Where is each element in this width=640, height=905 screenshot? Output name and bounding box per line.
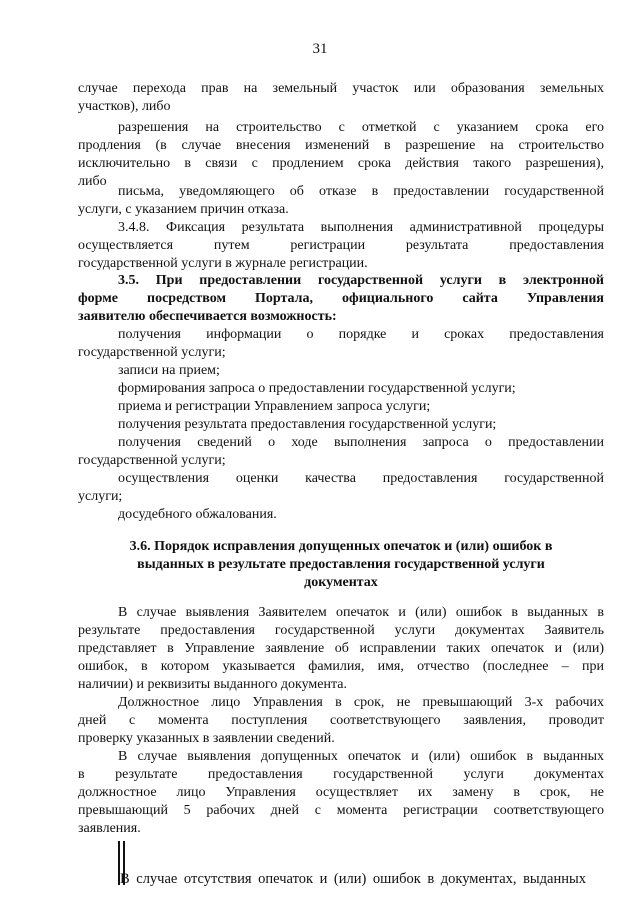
list-item: получения информации о порядке и сроках предоставления <box>118 327 604 342</box>
list-item: записи на прием; <box>118 363 220 378</box>
text-line: результате предоставления государственной услуги документах Заявитель <box>78 623 604 638</box>
subsection-heading-line: выданных в результате предоставления государственной услуги <box>137 557 545 572</box>
text-line: представляет в Управление заявление об исправлении таких опечаток и (или) <box>78 641 604 656</box>
section-heading-line: заявителю обеспечивается возможность: <box>78 309 337 324</box>
text-line: государственной услуги; <box>78 345 226 360</box>
text-line: В случае выявления Заявителем опечаток и (или) ошибок в выданных в <box>118 605 604 620</box>
text-line: ошибок, в котором указывается фамилия, имя, отчество (последнее – при <box>78 659 604 674</box>
text-line: продления (в случае внесения изменений в разрешение на строительство <box>78 138 604 153</box>
text-line: услуги; <box>78 489 123 504</box>
text-line: государственной услуги в журнале регистрации. <box>78 256 368 271</box>
text-line: проверку указанных в заявлении сведений. <box>78 731 335 746</box>
text-line: случае перехода прав на земельный участок или образования земельных <box>78 81 604 96</box>
text-line: либо <box>78 174 107 189</box>
text-line: 3.4.8. Фиксация результата выполнения административной процедуры <box>118 220 604 235</box>
page-number: 31 <box>312 41 328 57</box>
subsection-heading-line: документах <box>304 575 378 590</box>
text-line: дней с момента поступления соответствующего заявления, проводит <box>78 713 604 728</box>
list-item: осуществления оценки качества предоставления государственной <box>118 471 604 486</box>
list-item: приема и регистрации Управлением запроса услуги; <box>118 399 431 414</box>
list-item: формирования запроса о предоставлении государственной услуги; <box>118 381 516 396</box>
list-item: получения сведений о ходе выполнения запроса о предоставлении <box>118 435 604 450</box>
text-line: В случае выявления допущенных опечаток и (или) ошибок в выданных <box>118 749 604 764</box>
text-line: письма, уведомляющего об отказе в предоставлении государственной <box>118 184 604 199</box>
list-item: получения результата предоставления государственной услуги; <box>118 417 497 432</box>
text-line: заявления. <box>78 821 141 836</box>
text-line: разрешения на строительство с отметкой с указанием срока его <box>118 120 604 135</box>
text-line: Должностное лицо Управления в срок, не превышающий 3-х рабочих <box>118 695 604 710</box>
text-line: наличии) и реквизиты выданного документа. <box>78 677 347 692</box>
section-heading-line: 3.5. При предоставлении государственной услуги в электронной <box>118 273 604 288</box>
text-line: должностное лицо Управления осуществляет их замену в срок, не <box>78 785 604 800</box>
text-line: государственной услуги; <box>78 453 226 468</box>
text-line: осуществляется путем регистрации результата предоставления <box>78 238 604 253</box>
text-line: в результате предоставления государственной услуги документах <box>78 767 604 782</box>
list-item: досудебного обжалования. <box>118 507 277 522</box>
text-line: В случае отсутствия опечаток и (или) ошибок в документах, выданных <box>120 871 586 887</box>
text-line: услуги, с указанием причин отказа. <box>78 202 289 217</box>
text-line: превышающий 5 рабочих дней с момента регистрации соответствующего <box>78 803 604 818</box>
subsection-heading-line: 3.6. Порядок исправления допущенных опечаток и (или) ошибок в <box>129 539 553 554</box>
section-heading-line: форме посредством Портала, официального сайта Управления <box>78 291 604 306</box>
text-line: исключительно в связи с продлением срока действия такого разрешения), <box>78 156 604 171</box>
text-line: участков), либо <box>78 99 171 114</box>
